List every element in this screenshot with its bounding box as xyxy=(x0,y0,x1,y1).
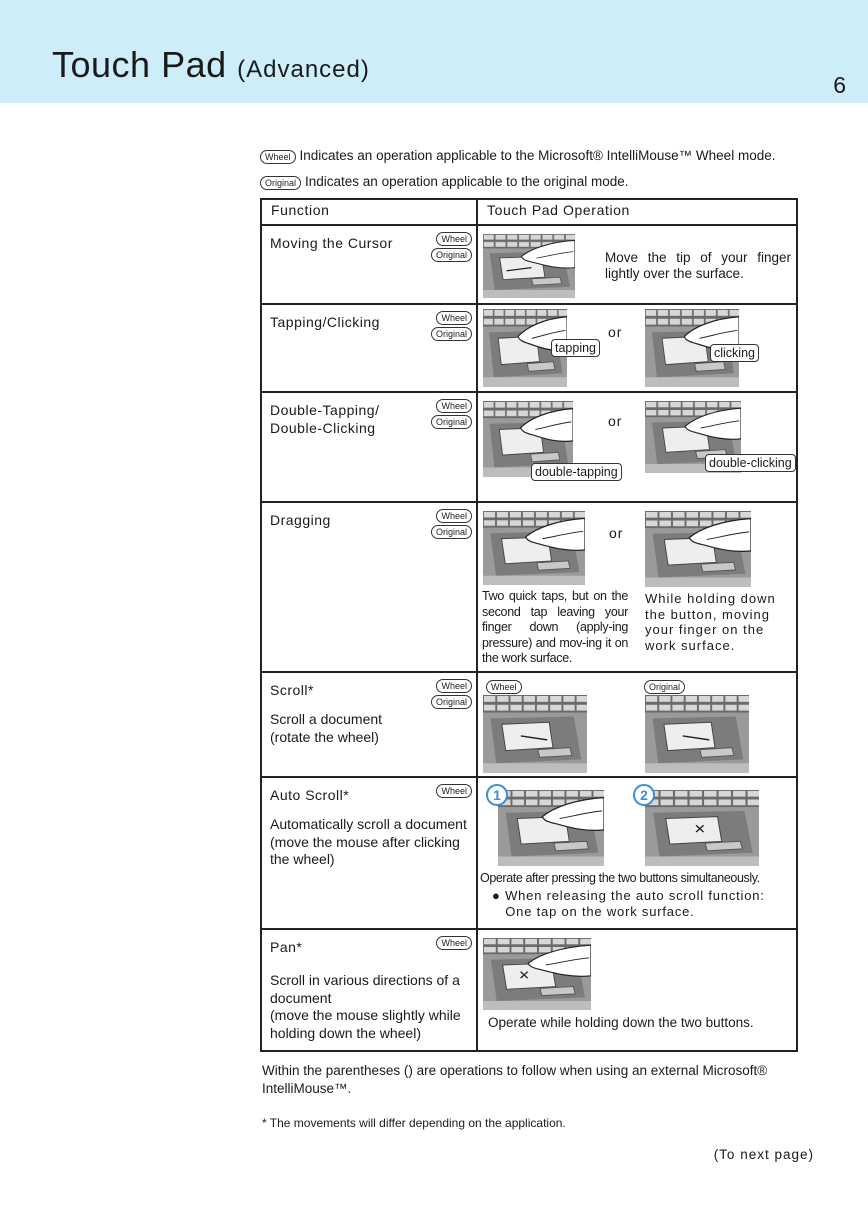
function-cell xyxy=(261,672,477,777)
move-cursor-illustration xyxy=(483,234,575,298)
dragging-button-text: While holding down the button, moving your finger on the work surface. xyxy=(645,591,776,653)
original-badge: Original xyxy=(431,327,472,341)
wheel-badge: Wheel xyxy=(436,936,472,950)
function-cell xyxy=(261,392,477,502)
original-badge: Original xyxy=(644,680,685,694)
wheel-badge: Wheel xyxy=(436,311,472,325)
original-badge: Original xyxy=(431,525,472,539)
function-name: Dragging xyxy=(270,512,331,528)
function-name: Scroll* xyxy=(270,682,314,698)
page-number: 6 xyxy=(833,72,846,98)
page-subtitle: (Advanced) xyxy=(237,56,370,83)
operation-cell xyxy=(477,777,797,929)
dragging-button-illustration xyxy=(645,511,751,587)
wheel-badge: Wheel xyxy=(486,680,522,694)
operation-text: Move the tip of your finger lightly over the surface. xyxy=(605,250,791,281)
scroll-wheel-illustration xyxy=(483,695,587,773)
pan-instruction: Operate while holding down the two buttons. xyxy=(488,1015,754,1030)
col-operation-header: Touch Pad Operation xyxy=(477,199,797,225)
clicking-label: clicking xyxy=(710,344,759,362)
legend-wheel-text: Indicates an operation applicable to the Microsoft® IntelliMouse™ Wheel mode. xyxy=(299,148,776,163)
wheel-badge: Wheel xyxy=(260,150,296,164)
col-function-header: Function xyxy=(261,199,477,225)
original-badge: Original xyxy=(431,248,472,262)
original-badge: Original xyxy=(431,695,472,709)
scroll-original-illustration xyxy=(645,695,749,773)
function-description: Scroll in various directions of a document (move the mouse slightly while holding down the wheel) xyxy=(270,972,461,1041)
wheel-badge: Wheel xyxy=(436,399,472,413)
next-page-indicator: (To next page) xyxy=(713,1147,814,1162)
row-double-tapping xyxy=(261,392,797,502)
auto-scroll-instruction: Operate after pressing the two buttons simultaneously. xyxy=(480,871,760,885)
row-auto-scroll xyxy=(261,777,797,929)
row-scroll xyxy=(261,672,797,777)
operation-cell xyxy=(477,392,797,502)
function-description: Automatically scroll a document (move the mouse after clicking the wheel) xyxy=(270,816,467,867)
function-cell xyxy=(261,777,477,929)
operation-cell xyxy=(477,502,797,672)
or-text: or xyxy=(609,525,624,541)
double-clicking-label: double-clicking xyxy=(705,454,796,472)
pan-illustration xyxy=(483,938,591,1010)
tapping-label: tapping xyxy=(551,339,600,357)
function-cell xyxy=(261,502,477,672)
row-dragging xyxy=(261,502,797,672)
legend-original xyxy=(260,174,629,190)
row-moving-cursor xyxy=(261,225,797,304)
function-name: Tapping/Clicking xyxy=(270,314,380,330)
legend-original-text: Indicates an operation applicable to the original mode. xyxy=(305,174,629,189)
svg-text:✕: ✕ xyxy=(518,968,530,984)
function-cell xyxy=(261,929,477,1051)
table-header-row xyxy=(261,199,797,225)
or-text: or xyxy=(608,324,623,340)
function-name: Moving the Cursor xyxy=(270,235,393,251)
original-badge: Original xyxy=(260,176,301,190)
function-name: Auto Scroll* xyxy=(270,787,350,803)
touchpad-operations-table xyxy=(260,198,798,1052)
wheel-badge: Wheel xyxy=(436,784,472,798)
function-description: Scroll a document (rotate the wheel) xyxy=(270,711,383,745)
wheel-badge: Wheel xyxy=(436,679,472,693)
step-2-badge: 2 xyxy=(633,784,655,806)
double-tapping-label: double-tapping xyxy=(531,463,622,481)
operation-cell xyxy=(477,672,797,777)
dragging-taps-illustration xyxy=(483,511,585,585)
original-badge: Original xyxy=(431,415,472,429)
function-name: Pan* xyxy=(270,939,303,955)
svg-text:✕: ✕ xyxy=(693,822,706,838)
auto-scroll-release-note: ● When releasing the auto scroll function: One tap on the work surface. xyxy=(492,888,765,919)
parentheses-note: Within the parentheses () are operations to follow when using an external Microsoft® IntelliMouse™. xyxy=(262,1063,768,1096)
function-name: Double-Tapping/ Double-Clicking xyxy=(270,402,380,436)
operation-cell xyxy=(477,929,797,1051)
row-pan xyxy=(261,929,797,1051)
legend-wheel xyxy=(260,148,776,164)
auto-scroll-step2-illustration xyxy=(645,790,759,866)
auto-scroll-step1-illustration xyxy=(498,790,604,866)
function-cell xyxy=(261,304,477,392)
wheel-badge: Wheel xyxy=(436,232,472,246)
function-cell xyxy=(261,225,477,304)
or-text: or xyxy=(608,413,623,429)
wheel-badge: Wheel xyxy=(436,509,472,523)
dragging-taps-text: Two quick taps, but on the second tap leaving your finger down (apply-ing pressure) and mov-ing it on the work surface. xyxy=(482,589,628,665)
row-tapping-clicking xyxy=(261,304,797,392)
footnote: * The movements will differ depending on the application. xyxy=(262,1116,566,1130)
operation-cell xyxy=(477,225,797,304)
page-title: Touch Pad (Advanced) xyxy=(52,44,370,85)
step-1-badge: 1 xyxy=(486,784,508,806)
operation-cell xyxy=(477,304,797,392)
